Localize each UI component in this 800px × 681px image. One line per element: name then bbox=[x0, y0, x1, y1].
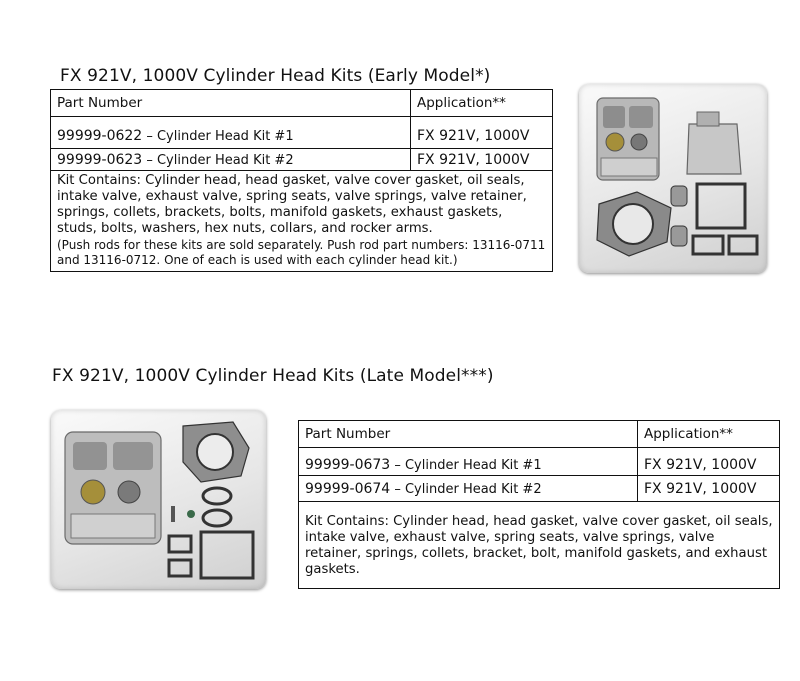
early-kit-table bbox=[50, 89, 553, 272]
kit-contents-text: Cylinder head, head gasket, valve cover gasket, oil seals, intake valve, exhaust valve, spring seats, valve springs, valve retainer, springs, collets, bracket, bolt, manifold gaskets, and exhaust gaskets. bbox=[305, 514, 773, 577]
kit-name: – Cylinder Head Kit #2 bbox=[390, 481, 542, 497]
kit-contents-cell bbox=[51, 171, 553, 272]
kit-name: – Cylinder Head Kit #2 bbox=[142, 152, 294, 168]
push-rod-note: (Push rods for these kits are sold separately. Push rod part numbers: 13116-0711 and 13116-0712. One of each is used with each cylinder head kit.) bbox=[57, 238, 546, 267]
late-model-title: FX 921V, 1000V Cylinder Head Kits (Late Model***) bbox=[52, 366, 494, 386]
part-number: 99999-0674 bbox=[305, 480, 391, 497]
part-number-cell bbox=[299, 476, 638, 502]
part-number-header: Part Number bbox=[51, 90, 411, 117]
table-row bbox=[51, 125, 553, 149]
kit-contains-label: Kit Contains: bbox=[57, 173, 141, 188]
early-kit-photo bbox=[579, 84, 767, 273]
kit-contents-text: Cylinder head, head gasket, valve cover gasket, oil seals, intake valve, exhaust valve, spring seats, valve springs, valve retainer, springs, collets, brackets, bolts, manifold gaskets, exhaust gaskets, studs, bolts, washers, hex nuts, collars, and rocker arms. bbox=[57, 173, 527, 236]
kit-contents-row bbox=[51, 171, 553, 272]
kit-contents-row bbox=[299, 502, 780, 589]
part-number-cell bbox=[51, 125, 411, 149]
table-header-row bbox=[299, 421, 780, 448]
application-cell: FX 921V, 1000V bbox=[411, 125, 553, 149]
part-number: 99999-0673 bbox=[305, 457, 391, 474]
kit-name: – Cylinder Head Kit #1 bbox=[390, 458, 542, 474]
application-header: Application** bbox=[411, 90, 553, 117]
application-cell: FX 921V, 1000V bbox=[638, 476, 780, 502]
application-cell: FX 921V, 1000V bbox=[638, 456, 780, 476]
kit-contains-label: Kit Contains: bbox=[305, 514, 389, 529]
late-kit-table bbox=[298, 420, 780, 589]
part-number-cell bbox=[51, 149, 411, 171]
part-number-cell bbox=[299, 456, 638, 476]
table-row bbox=[299, 456, 780, 476]
kit-contents-cell bbox=[299, 502, 780, 589]
table-row bbox=[51, 149, 553, 171]
cylinder-head-kit-image bbox=[51, 410, 266, 589]
cylinder-head-kit-image bbox=[579, 84, 767, 273]
part-number-header: Part Number bbox=[299, 421, 638, 448]
early-model-title: FX 921V, 1000V Cylinder Head Kits (Early Model*) bbox=[60, 66, 491, 86]
late-kit-photo bbox=[51, 410, 266, 589]
part-number: 99999-0623 bbox=[57, 151, 143, 168]
application-header: Application** bbox=[638, 421, 780, 448]
table-row bbox=[299, 476, 780, 502]
application-cell: FX 921V, 1000V bbox=[411, 149, 553, 171]
part-number: 99999-0622 bbox=[57, 128, 143, 145]
kit-name: – Cylinder Head Kit #1 bbox=[142, 129, 294, 145]
table-header-row bbox=[51, 90, 553, 117]
